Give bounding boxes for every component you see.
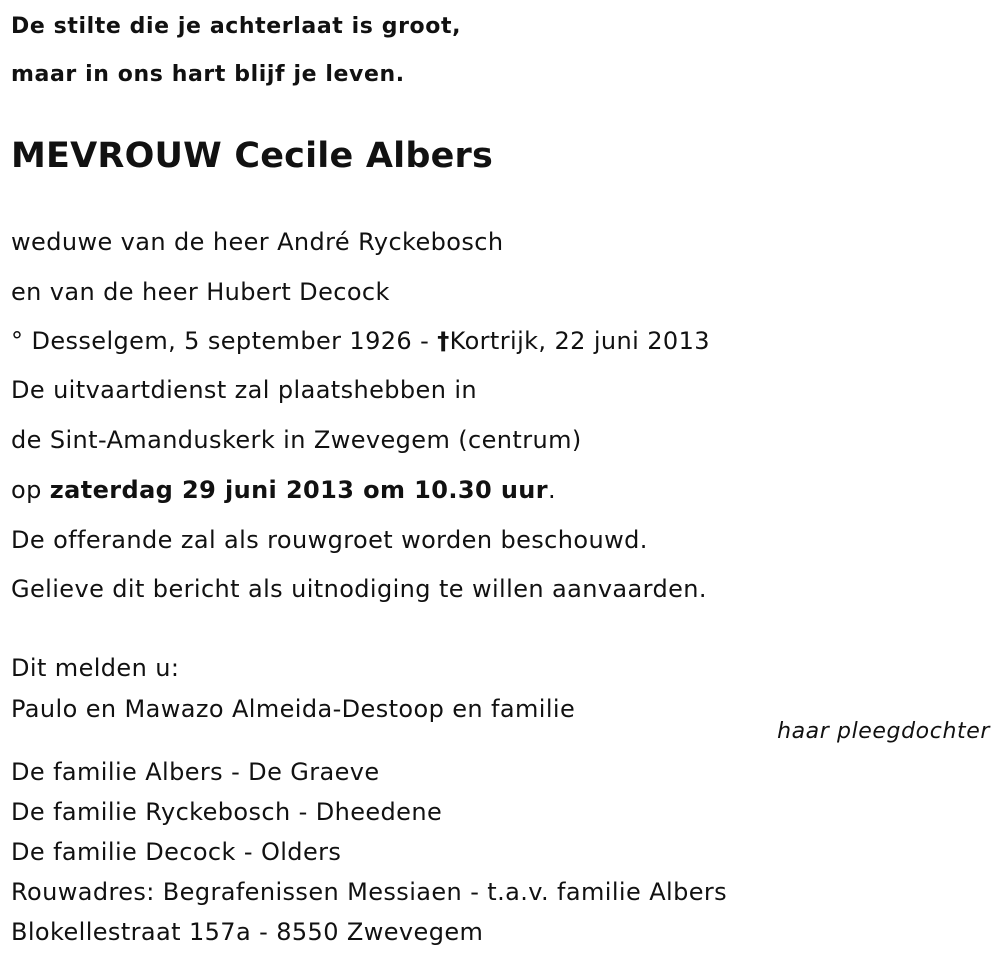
motto-line-1: De stilte die je achterlaat is groot, [11,14,462,39]
foster-family: Paulo en Mawazo Almeida-Destoop en familie [11,695,576,723]
spouse-line-1: weduwe van de heer André Ryckebosch [11,228,504,256]
service-time-line [11,478,556,502]
birth-symbol: ° [11,327,24,355]
deceased-name: MEVROUW Cecile Albers [11,136,493,176]
family-line-3: De familie Decock - Olders [11,838,342,866]
service-suffix: . [548,476,557,504]
service-intro: De uitvaartdienst zal plaatshebben in [11,376,478,404]
mourning-address: Rouwadres: Begrafenissen Messiaen - t.a.v. familie Albers [11,878,728,906]
cross-icon: † [437,327,450,355]
motto-line-2: maar in ons hart blijf je leven. [11,62,405,87]
offering-line: De offerande zal als rouwgroet worden beschouwd. [11,526,648,554]
service-datetime: zaterdag 29 juni 2013 om 10.30 uur [49,476,549,504]
spouse-line-2: en van de heer Hubert Decock [11,278,390,306]
family-line-2: De familie Ryckebosch - Dheedene [11,798,443,826]
death-info: Kortrijk, 22 juni 2013 [449,327,710,355]
foster-relation: haar pleegdochter [777,719,990,744]
birth-info: Desselgem, 5 september 1926 - [31,327,430,355]
family-line-1: De familie Albers - De Graeve [11,758,380,786]
service-prefix: op [11,476,42,504]
invitation-line: Gelieve dit bericht als uitnodiging te willen aanvaarden. [11,575,707,603]
announcers-intro: Dit melden u: [11,654,180,682]
mourning-street: Blokellestraat 157a - 8550 Zwevegem [11,918,484,946]
service-place: de Sint-Amanduskerk in Zwevegem (centrum) [11,426,582,454]
birth-death-line [11,329,710,353]
